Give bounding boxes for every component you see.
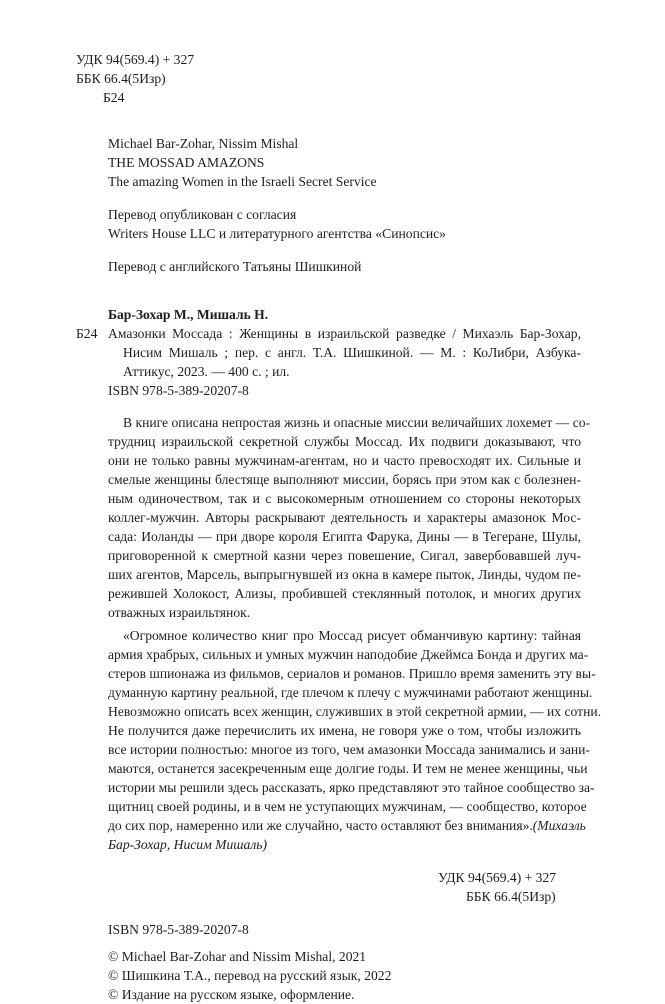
catalog-mark: Б24 [76, 326, 98, 341]
isbn-bottom: ISBN 978-5-389-20207-8 [108, 922, 249, 937]
catalog-line: Нисим Мишаль ; пер. с англ. Т.А. Шишкиной. — М. : КоЛибри, Азбука- [123, 345, 581, 360]
copyright-line: © Michael Bar-Zohar and Nissim Mishal, 2021 [108, 949, 367, 964]
quote-line: щитниц своей родины, и в чем не уступающих мужчинам, — сообщество, которое [108, 799, 587, 814]
quote-attribution-tail: (Михаэль [532, 818, 586, 833]
quote-line: армия храбрых, сильных и умных мужчин наподобие Джеймса Бонда и других ма- [108, 647, 589, 662]
udk-code-top: УДК 94(569.4) + 327 [76, 52, 195, 67]
author-mark-top: Б24 [103, 90, 125, 105]
catalog-line: Аттикус, 2023. — 400 с. ; ил. [123, 364, 290, 379]
catalog-line: Амазонки Моссада : Женщины в израильской разведке / Михаэль Бар-Зохар, [108, 326, 581, 341]
quote-line: стеров шпионажа из фильмов, сериалов и романов. Пришло время заменить эту вы- [108, 666, 596, 681]
copyright-line: © Издание на русском языке, оформление. [108, 987, 355, 1002]
annotation-line: трудниц израильской секретной службы Моссад. Их подвиги доказывают, что [108, 434, 581, 449]
original-authors: Michael Bar-Zohar, Nissim Mishal [108, 136, 299, 151]
publication-note-line1: Перевод опубликован с согласия [108, 207, 297, 222]
copyright-line: © Шишкина Т.А., перевод на русский язык, 2022 [108, 968, 392, 983]
catalog-heading: Бар-Зохар М., Мишаль Н. [108, 307, 269, 322]
bbk-code-bottom: ББК 66.4(5Изр) [466, 889, 556, 904]
annotation-line: смелые женщины блестяще выполняют миссии, борясь при этом как с болезнен- [108, 472, 581, 487]
original-title: THE MOSSAD AMAZONS [108, 155, 265, 170]
quote-line: истории мы решили здесь рассказать, ярко представляют это тайное сообщество за- [108, 780, 595, 795]
annotation-line: отважных израильтянок. [108, 605, 251, 620]
publication-note-line2: Writers House LLC и литературного агентства «Синопсис» [108, 226, 446, 241]
quote-line: все истории полностью: многое из того, чем амазонки Моссада занимались и зани- [108, 742, 590, 757]
quote-last-line-row [108, 816, 586, 835]
annotation-line: В книге описана непростая жизнь и опасные миссии величайших лохемет — со- [123, 415, 591, 430]
quote-line: до сих пор, намеренно или же случайно, часто оставляют без внимания». [108, 818, 533, 833]
annotation-line: ших агентов, Марсель, выпрыгнувшей из окна в камере пыток, Линды, чудом пе- [108, 567, 581, 582]
catalog-isbn: ISBN 978-5-389-20207-8 [108, 383, 249, 398]
quote-line: «Огромное количество книг про Моссад рисует обманчивую картину: тайная [123, 628, 581, 643]
annotation-line: сада: Иоланды — при дворе короля Египта Фарука, Дины — в Тегеране, Шулы, [108, 529, 581, 544]
translator-note: Перевод с английского Татьяны Шишкиной [108, 259, 362, 274]
quote-line: Невозможно описать всех женщин, служивших в этой секретной армии, — их сотни. [108, 704, 602, 719]
bbk-code-top: ББК 66.4(5Изр) [76, 71, 166, 86]
udk-code-bottom: УДК 94(569.4) + 327 [438, 870, 557, 885]
quote-line: маются, останется засекреченным еще долгие годы. И тем не менее женщины, чьи [108, 761, 588, 776]
original-subtitle: The amazing Women in the Israeli Secret Service [108, 174, 377, 189]
annotation-line: режившей Холокост, Ализы, пробившей стеклянный потолок, и многих других [108, 586, 581, 601]
annotation-line: ным одиночеством, так и с высокомерным отношением со стороны некоторых [108, 491, 581, 506]
quote-attribution: Бар-Зохар, Нисим Мишаль) [108, 837, 267, 852]
annotation-line: приговоренной к смертной казни через повешение, Сигал, завербовавшей луч- [108, 548, 581, 563]
quote-line: Не получится даже перечислить их имена, не говоря уже о том, чтобы изложить [108, 723, 581, 738]
annotation-line: они не только равны мужчинам-агентам, но и часто превосходят их. Сильные и [108, 453, 581, 468]
quote-line: думанную картину реальной, где плечом к плечу с мужчинами работают женщины. [108, 685, 593, 700]
annotation-line: коллег-мужчин. Авторы раскрывают деятельность и характеры амазонок Мос- [108, 510, 581, 525]
